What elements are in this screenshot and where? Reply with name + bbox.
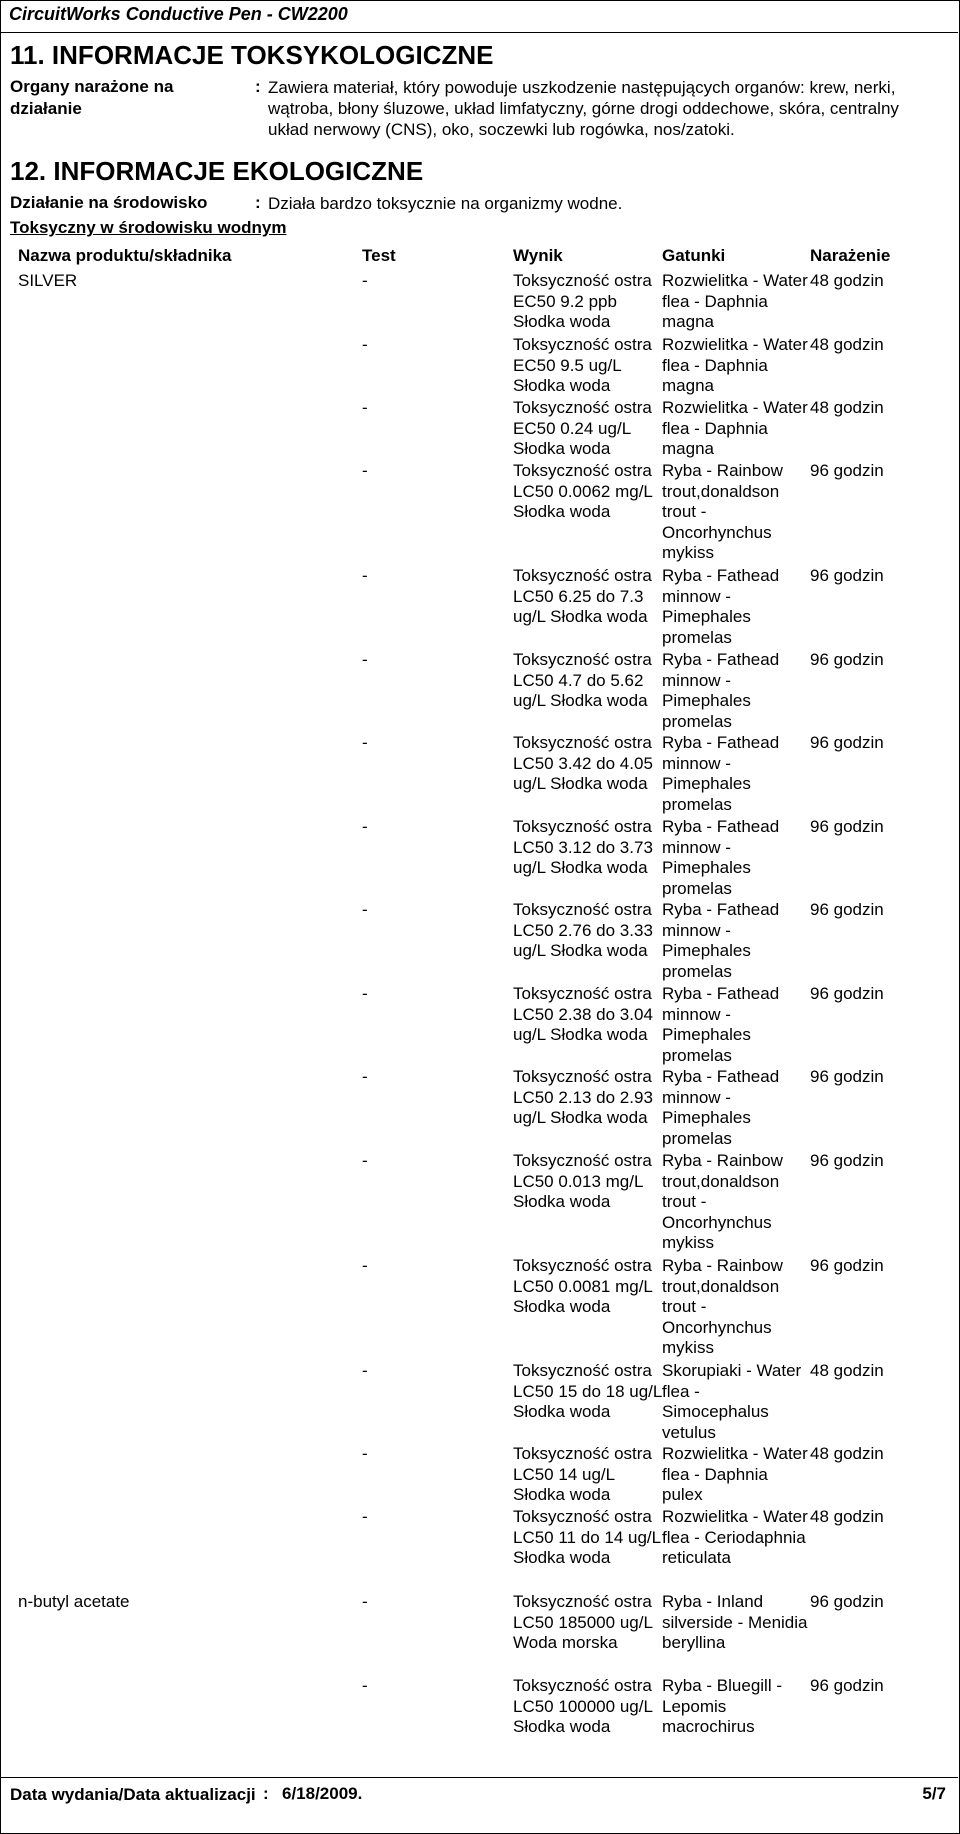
column-header-result: Wynik xyxy=(513,246,563,265)
test-dash: - xyxy=(362,984,368,1003)
result-text: Toksyczność ostra LC50 15 do 18 ug/L Słodka woda xyxy=(513,1361,662,1421)
result-text: Toksyczność ostra LC50 0.0081 mg/L Słodka woda xyxy=(513,1256,653,1316)
column-header-species: Gatunki xyxy=(662,246,726,265)
environment-label: Działanie na środowisko xyxy=(10,193,208,212)
result-text: Toksyczność ostra LC50 4.7 do 5.62 ug/L Słodka woda xyxy=(513,650,652,710)
result-text: Toksyczność ostra LC50 100000 ug/L Słodka woda xyxy=(513,1676,653,1736)
species-text: Rozwielitka - Water flea - Daphnia magna xyxy=(662,398,808,458)
section-12-heading: 12. INFORMACJE EKOLOGICZNE xyxy=(10,156,424,186)
column-header-test: Test xyxy=(362,246,396,265)
test-dash: - xyxy=(362,398,368,417)
result-text: Toksyczność ostra EC50 0.24 ug/L Słodka woda xyxy=(513,398,652,458)
organs-colon: : xyxy=(255,77,261,96)
species-text: Rozwielitka - Water flea - Ceriodaphnia reticulata xyxy=(662,1507,808,1567)
organs-value: Zawiera materiał, który powoduje uszkodzenie następujących organów: krew, nerki, wątroba, błony śluzowe, układ limfatyczny, górne drogi oddechowe, skóra, centralny układ nerwowy (CNS), oko, soczewki lub rogówka, nos/zatoki. xyxy=(268,78,899,139)
exposure-text: 96 godzin xyxy=(810,650,884,669)
species-text: Ryba - Fathead minnow - Pimephales promelas xyxy=(662,817,780,898)
result-text: Toksyczność ostra LC50 11 do 14 ug/L Słodka woda xyxy=(513,1507,661,1567)
test-dash: - xyxy=(362,566,368,585)
test-dash: - xyxy=(362,271,368,290)
environment-colon: : xyxy=(255,193,261,212)
exposure-text: 96 godzin xyxy=(810,1151,884,1170)
exposure-text: 96 godzin xyxy=(810,1067,884,1086)
issue-date-label: Data wydania/Data aktualizacji xyxy=(10,1785,256,1804)
test-dash: - xyxy=(362,1676,368,1695)
exposure-text: 96 godzin xyxy=(810,733,884,752)
species-text: Ryba - Fathead minnow - Pimephales promelas xyxy=(662,984,780,1065)
document-title: CircuitWorks Conductive Pen - CW2200 xyxy=(9,4,348,24)
product-name: SILVER xyxy=(18,271,78,290)
aquatic-toxicity-subheading: Toksyczny w środowisku wodnym xyxy=(10,218,287,237)
issue-date-colon: : xyxy=(263,1784,269,1803)
exposure-text: 48 godzin xyxy=(810,1507,884,1526)
exposure-text: 96 godzin xyxy=(810,1256,884,1275)
species-text: Ryba - Inland silverside - Menidia beryllina xyxy=(662,1592,808,1652)
species-text: Ryba - Rainbow trout,donaldson trout - Oncorhynchus mykiss xyxy=(662,1256,783,1357)
test-dash: - xyxy=(362,335,368,354)
page-header xyxy=(0,0,958,33)
species-text: Ryba - Fathead minnow - Pimephales promelas xyxy=(662,900,780,981)
environment-value: Działa bardzo toksycznie na organizmy wodne. xyxy=(268,194,623,213)
species-text: Rozwielitka - Water flea - Daphnia magna xyxy=(662,335,808,395)
result-text: Toksyczność ostra LC50 2.13 do 2.93 ug/L Słodka woda xyxy=(513,1067,653,1127)
test-dash: - xyxy=(362,1067,368,1086)
result-text: Toksyczność ostra LC50 6.25 do 7.3 ug/L Słodka woda xyxy=(513,566,652,626)
test-dash: - xyxy=(362,1444,368,1463)
product-name: n-butyl acetate xyxy=(18,1592,130,1611)
exposure-text: 96 godzin xyxy=(810,461,884,480)
test-dash: - xyxy=(362,900,368,919)
exposure-text: 96 godzin xyxy=(810,984,884,1003)
exposure-text: 96 godzin xyxy=(810,900,884,919)
exposure-text: 48 godzin xyxy=(810,398,884,417)
species-text: Ryba - Bluegill - Lepomis macrochirus xyxy=(662,1676,782,1736)
species-text: Rozwielitka - Water flea - Daphnia pulex xyxy=(662,1444,808,1504)
result-text: Toksyczność ostra LC50 0.013 mg/L Słodka woda xyxy=(513,1151,652,1211)
page-footer xyxy=(0,1777,958,1833)
test-dash: - xyxy=(362,1361,368,1380)
result-text: Toksyczność ostra EC50 9.2 ppb Słodka woda xyxy=(513,271,652,331)
exposure-text: 48 godzin xyxy=(810,335,884,354)
result-text: Toksyczność ostra EC50 9.5 ug/L Słodka woda xyxy=(513,335,652,395)
species-text: Ryba - Fathead minnow - Pimephales promelas xyxy=(662,650,780,731)
species-text: Rozwielitka - Water flea - Daphnia magna xyxy=(662,271,808,331)
exposure-text: 96 godzin xyxy=(810,817,884,836)
test-dash: - xyxy=(362,1592,368,1611)
page-number: 5/7 xyxy=(922,1784,946,1803)
result-text: Toksyczność ostra LC50 3.42 do 4.05 ug/L Słodka woda xyxy=(513,733,653,793)
test-dash: - xyxy=(362,1507,368,1526)
species-text: Ryba - Rainbow trout,donaldson trout - Oncorhynchus mykiss xyxy=(662,461,783,562)
exposure-text: 48 godzin xyxy=(810,271,884,290)
exposure-text: 96 godzin xyxy=(810,1592,884,1611)
result-text: Toksyczność ostra LC50 14 ug/L Słodka woda xyxy=(513,1444,652,1504)
result-text: Toksyczność ostra LC50 3.12 do 3.73 ug/L Słodka woda xyxy=(513,817,653,877)
result-text: Toksyczność ostra LC50 0.0062 mg/L Słodka woda xyxy=(513,461,653,521)
species-text: Ryba - Rainbow trout,donaldson trout - Oncorhynchus mykiss xyxy=(662,1151,783,1252)
issue-date-value: 6/18/2009. xyxy=(282,1784,363,1803)
test-dash: - xyxy=(362,817,368,836)
test-dash: - xyxy=(362,650,368,669)
result-text: Toksyczność ostra LC50 185000 ug/L Woda morska xyxy=(513,1592,653,1652)
exposure-text: 96 godzin xyxy=(810,566,884,585)
species-text: Ryba - Fathead minnow - Pimephales promelas xyxy=(662,1067,780,1148)
test-dash: - xyxy=(362,1256,368,1275)
section-11-heading: 11. INFORMACJE TOKSYKOLOGICZNE xyxy=(10,40,494,70)
species-text: Ryba - Fathead minnow - Pimephales promelas xyxy=(662,566,780,647)
exposure-text: 48 godzin xyxy=(810,1361,884,1380)
column-header-exposure: Narażenie xyxy=(810,246,891,265)
exposure-text: 48 godzin xyxy=(810,1444,884,1463)
organs-label: Organy narażone na działanie xyxy=(10,77,174,118)
species-text: Ryba - Fathead minnow - Pimephales promelas xyxy=(662,733,780,814)
column-header-product: Nazwa produktu/składnika xyxy=(18,246,232,265)
test-dash: - xyxy=(362,733,368,752)
exposure-text: 96 godzin xyxy=(810,1676,884,1695)
test-dash: - xyxy=(362,461,368,480)
result-text: Toksyczność ostra LC50 2.76 do 3.33 ug/L Słodka woda xyxy=(513,900,653,960)
species-text: Skorupiaki - Water flea - Simocephalus vetulus xyxy=(662,1361,802,1442)
result-text: Toksyczność ostra LC50 2.38 do 3.04 ug/L Słodka woda xyxy=(513,984,653,1044)
test-dash: - xyxy=(362,1151,368,1170)
